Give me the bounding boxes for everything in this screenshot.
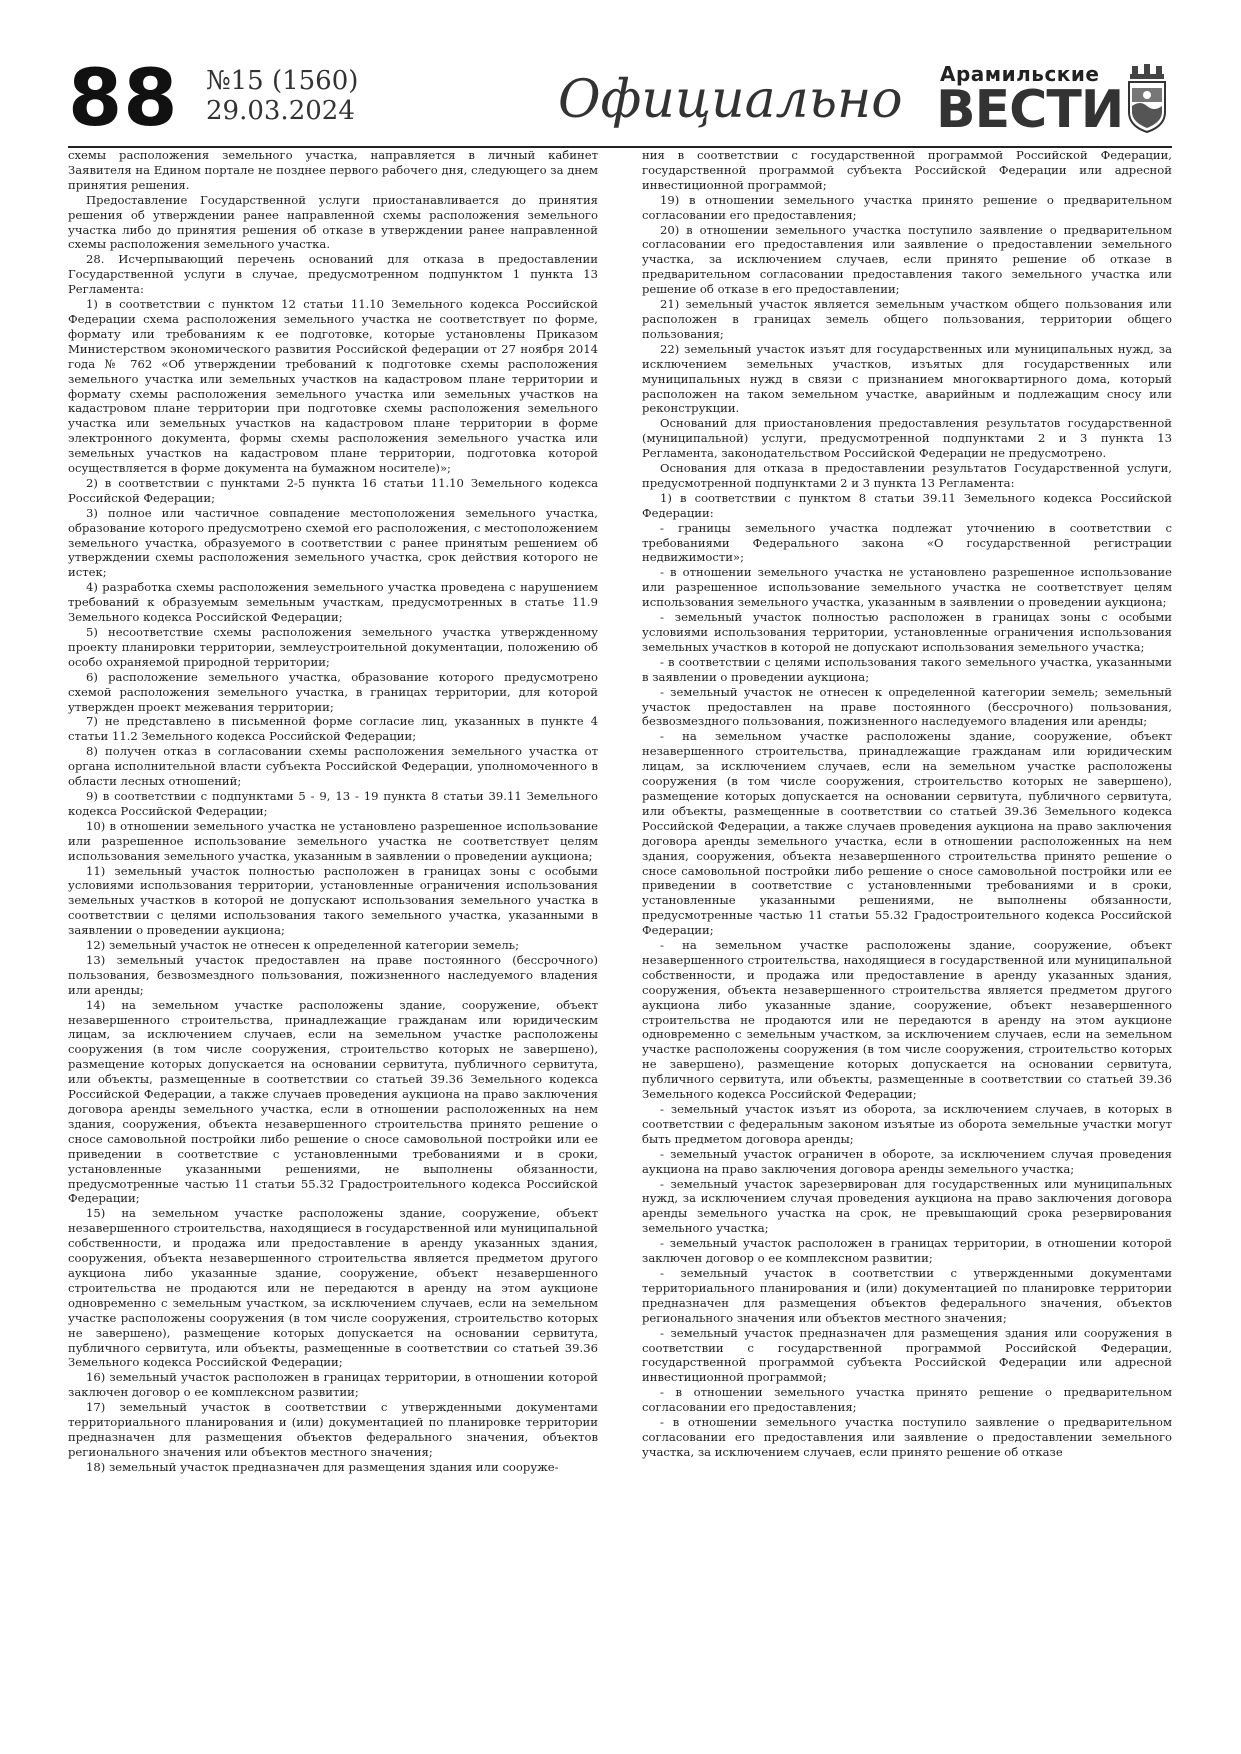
paragraph: - на земельном участке расположены здание, сооружение, объект незавершенного строительства, находящиеся в государственной или муниципальной собственности, и продажа или предоставление в аренду указанных здания, сооружения, объекта незавершенного строительства является предметом другого аукциона либо указанные здание, сооружение, объект незавершенного строительства не продаются или не передаются в аренду на этом аукционе одновременно с земельным участком, за исключением случаев, если на земельном участке расположены сооружения (в том числе сооружения, строительство которых не завершено), размещение которых допускается на основании сервитута, публичного сервитута, или объекты, размещенные в соответствии со статьей 39.36 Земельного кодекса Российской Федерации; <box>642 938 1172 1102</box>
left-column <box>68 148 598 1738</box>
paragraph: - земельный участок полностью расположен в границах зоны с особыми условиями использования территории, установленные ограничения использования земельных участков в которой не допускают использования земельного участка; <box>642 610 1172 654</box>
paragraph: Основания для отказа в предоставлении результатов Государственной услуги, предусмотренной подпунктами 2 и 3 пункта 13 Регламента: <box>642 461 1172 490</box>
paragraph: 11) земельный участок полностью расположен в границах зоны с особыми условиями использования территории, установленные ограничения использования земельных участков в которой не допускают использования земельного участка в соответствии с целями использования такого земельного участка, указанными в заявлении о проведении аукциона; <box>68 863 598 938</box>
paragraph: 10) в отношении земельного участка не установлено разрешенное использование или разрешенное использование земельного участка не соответствует целям использования земельного участка, указанным в заявлении о проведении аукциона; <box>68 818 598 863</box>
masthead <box>68 54 1172 146</box>
paragraph: - в отношении земельного участка поступило заявление о предварительном согласовании его предоставления или заявление о предоставлении земельного участка, за исключением случаев, если принято решение об отказе <box>642 1415 1172 1459</box>
paragraph: схемы расположения земельного участка, направляется в личный кабинет Заявителя на Едином портале не позднее первого рабочего дня, следующего за днем принятия решения. <box>68 148 598 192</box>
brand-top: Арамильские <box>940 62 1100 86</box>
paragraph: - земельный участок не отнесен к определенной категории земель; земельный участок предоставлен на праве постоянного (бессрочного) пользования, безвозмездного пользования, пожизненного наследуемого владения или аренды; <box>642 684 1172 729</box>
paragraph: - земельный участок в соответствии с утвержденными документами территориального планирования и (или) документацией по планировке территории предназначен для размещения объектов федерального значения, объектов регионального значения или объектов местного значения; <box>642 1265 1172 1325</box>
paragraph: 12) земельный участок не отнесен к определенной категории земель; <box>86 938 519 953</box>
paragraph: 8) получен отказ в согласовании схемы расположения земельного участка от органа исполнительной власти субъекта Российской Федерации, уполномоченного в области лесных отношений; <box>68 744 598 789</box>
paragraph: 16) земельный участок расположен в границах территории, в отношении которой заключен договор о ее комплексном развитии; <box>68 1370 598 1400</box>
paragraph: - границы земельного участка подлежат уточнению в соответствии с требованиями Федерального закона «О государственной регистрации недвижимости»; <box>642 520 1172 565</box>
paragraph: - земельный участок зарезервирован для государственных или муниципальных нужд, за исключением случая проведения аукциона на право заключения договора аренды земельного участка на срок, не превышающий срока резервирования земельного участка; <box>642 1176 1172 1236</box>
paragraph: Оснований для приостановления предоставления результатов государственной (муниципальной) услуги, предусмотренной подпунктами 2 и 3 пункта 13 Регламента, законодательством Российской Федерации не предусмотрено. <box>642 416 1172 461</box>
paragraph: 15) на земельном участке расположены здание, сооружение, объект незавершенного строительства, находящиеся в государственной или муниципальной собственности, и продажа или предоставление в аренду указанных здания, сооружения, объекта незавершенного строительства является предметом другого аукциона либо указанные здание, сооружение, объект незавершенного строительства не продаются или не передаются в аренду на этом аукционе одновременно с земельным участком, за исключением случаев, если на земельном участке расположены сооружения (в том числе сооружения, строительство которых не завершено), размещение которых допускается на основании сервитута, публичного сервитута, или объекты, размещенные в соответствии со статьей 39.36 Земельного кодекса Российской Федерации; <box>68 1206 598 1370</box>
issue-date: 29.03.2024 <box>206 96 355 126</box>
paragraph: 14) на земельном участке расположены здание, сооружение, объект незавершенного строительства, принадлежащие гражданам или юридическим лицам, за исключением случаев, если на земельном участке расположены сооружения (в том числе сооружения, строительство которых не завершено), размещение которых допускается на основании сервитута, публичного сервитута, или объекты, размещенные в соответствии со статьей 39.36 Земельного кодекса Российской Федерации, а также случаев проведения аукциона на право заключения договора аренды земельного участка, если в отношении расположенных на нем здания, сооружения, объекта незавершенного строительства принято решение о сносе самовольной постройки либо решение о сносе самовольной постройки или ее приведении в соответствие с установленными требованиями и в сроки, установленные указанными решениями, не выполнены обязанности, предусмотренные частью 11 статьи 55.32 Градостроительного кодекса Российской Федерации; <box>68 997 598 1206</box>
right-column <box>642 148 1172 1738</box>
paragraph: 9) в соответствии с подпунктами 5 - 9, 13 - 19 пункта 8 статьи 39.11 Земельного кодекса Российской Федерации; <box>68 788 598 818</box>
paragraph: - земельный участок расположен в границах территории, в отношении которой заключен договор о ее комплексном развитии; <box>642 1236 1172 1266</box>
paragraph: 21) земельный участок является земельным участком общего пользования или расположен в границах земель общего пользования, территории общего пользования; <box>642 297 1172 341</box>
paragraph: 1) в соответствии с пунктом 12 статьи 11.10 Земельного кодекса Российской Федерации схема расположения земельного участка не соответствует по форме, формату или требованиям к ее подготовке, которые установлены Приказом Министерством экономического развития Российской федерации от 27 ноября 2014 года № 762 «Об утверждении требований к подготовке схемы расположения земельного участка или земельных участков на кадастровом плане территории и формату схемы расположения земельного участка или земельных участков на кадастровом плане территории при подготовке схемы расположения земельного участка или земельных участков на кадастровом плане территории в форме электронного документа, формы схемы расположения земельного участка или земельных участков на кадастровом плане территории, подготовка которой осуществляется в форме документа на бумажном носителе)»; <box>68 297 598 476</box>
paragraph: 1) в соответствии с пунктом 8 статьи 39.11 Земельного кодекса Российской Федерации: <box>642 490 1172 520</box>
paragraph: 7) не представлено в письменной форме согласие лиц, указанных в пункте 4 статьи 11.2 Земельного кодекса Российской Федерации; <box>68 714 598 744</box>
page-number: 88 <box>68 54 179 144</box>
paragraph: - на земельном участке расположены здание, сооружение, объект незавершенного строительства, принадлежащие гражданам или юридическим лицам, за исключением случаев, если на земельном участке расположены сооружения (в том числе сооружения, строительство которых не завершено), размещение которых допускается на основании сервитута, публичного сервитута, или объекты, размещенные в соответствии со статьей 39.36 Земельного кодекса Российской Федерации, а также случаев проведения аукциона на право заключения договора аренды земельного участка, если в отношении расположенных на нем здания, сооружения, объекта незавершенного строительства принято решение о сносе самовольной постройки либо решение о сносе самовольной постройки или ее приведении в соответствие с установленными требованиями и в сроки, установленные указанными решениями, не выполнены обязанности, предусмотренные частью 11 статьи 55.32 Градостроительного кодекса Российской Федерации; <box>642 729 1172 938</box>
paragraph: 28. Исчерпывающий перечень оснований для отказа в предоставлении Государственной услуги в случае, предусмотренном подпунктом 1 пункта 13 Регламента: <box>68 252 598 297</box>
paragraph: - земельный участок ограничен в обороте, за исключением случая проведения аукциона на право заключения договора аренды земельного участка; <box>642 1146 1172 1176</box>
paragraph: 3) полное или частичное совпадение местоположения земельного участка, образование которого предусмотрено схемой его расположения, с местоположением земельного участка, образуемого в соответствии с ранее принятым решением об утверждении схемы расположения земельного участка, срок действия которого не истек; <box>68 505 598 580</box>
brand-bottom: ВЕСТИ <box>936 80 1124 140</box>
paragraph: - в отношении земельного участка не установлено разрешенное использование или разрешенное использование земельного участка не соответствует целям использования земельного участка, указанным в заявлении о проведении аукциона; <box>642 565 1172 610</box>
paragraph: 6) расположение земельного участка, образование которого предусмотрено схемой расположения земельного участка, в границах территории, для которой утвержден проект межевания территории; <box>68 669 598 714</box>
issue-info <box>206 66 358 126</box>
paragraph: ния в соответствии с государственной программой Российской Федерации, государственной программой субъекта Российской Федерации или адресной инвестиционной программой; <box>642 148 1172 192</box>
paragraph: - в соответствии с целями использования такого земельного участка, указанными в заявлении о проведении аукциона; <box>642 654 1172 684</box>
paragraph: 22) земельный участок изъят для государственных или муниципальных нужд, за исключением земельных участков, изъятых для государственных или муниципальных нужд в связи с признанием многоквартирного дома, который расположен на таком земельном участке, аварийным и подлежащим сносу или реконструкции. <box>642 341 1172 416</box>
paragraph: - в отношении земельного участка принято решение о предварительном согласовании его предоставления; <box>642 1385 1172 1415</box>
paragraph: 4) разработка схемы расположения земельного участка проведена с нарушением требований к образуемым земельным участкам, предусмотренных в статье 11.9 Земельного кодекса Российской Федерации; <box>68 580 598 625</box>
section-title: Официально <box>558 70 903 130</box>
paragraph: 18) земельный участок предназначен для размещения здания или сооруже- <box>86 1459 559 1474</box>
paragraph: 20) в отношении земельного участка поступило заявление о предварительном согласовании его предоставления или заявление о предоставлении земельного участка, за исключением случаев, если принято решение об отказе в предварительном согласовании предоставления такого земельного участка или решение об отказе в его предоставлении; <box>642 222 1172 297</box>
issue-number: №15 (1560) <box>206 66 359 96</box>
paragraph: 13) земельный участок предоставлен на праве постоянного (бессрочного) пользования, безвозмездного пользования, пожизненного наследуемого владения или аренды; <box>68 952 598 997</box>
paragraph: 5) несоответствие схемы расположения земельного участка утвержденному проекту планировки территории, землеустроительной документации, положению об особо охраняемой природной территории; <box>68 625 598 669</box>
coat-of-arms-icon <box>1126 62 1168 134</box>
paragraph: Предоставление Государственной услуги приостанавливается до принятия решения об утверждении ранее направленной схемы расположения земельного участка либо до принятия решения об отказе в утверждении ранее направленной схемы расположения земельного участка. <box>68 192 598 252</box>
paragraph: 17) земельный участок в соответствии с утвержденными документами территориального планирования и (или) документацией по планировке территории предназначен для размещения объектов федерального значения, объектов регионального значения или объектов местного значения; <box>68 1400 598 1459</box>
newspaper-logo <box>936 62 1170 142</box>
paragraph: - земельный участок предназначен для размещения здания или сооружения в соответствии с государственной программой Российской Федерации, государственной программой субъекта Российской Федерации или адресной инвестиционной программой; <box>642 1325 1172 1385</box>
paragraph: 19) в отношении земельного участка принято решение о предварительном согласовании его предоставления; <box>642 192 1172 222</box>
paragraph: - земельный участок изъят из оборота, за исключением случаев, в которых в соответствии с федеральным законом изъятые из оборота земельные участки могут быть предметом договора аренды; <box>642 1102 1172 1146</box>
paragraph: 2) в соответствии с пунктами 2-5 пункта 16 статьи 11.10 Земельного кодекса Российской Федерации; <box>68 475 598 505</box>
